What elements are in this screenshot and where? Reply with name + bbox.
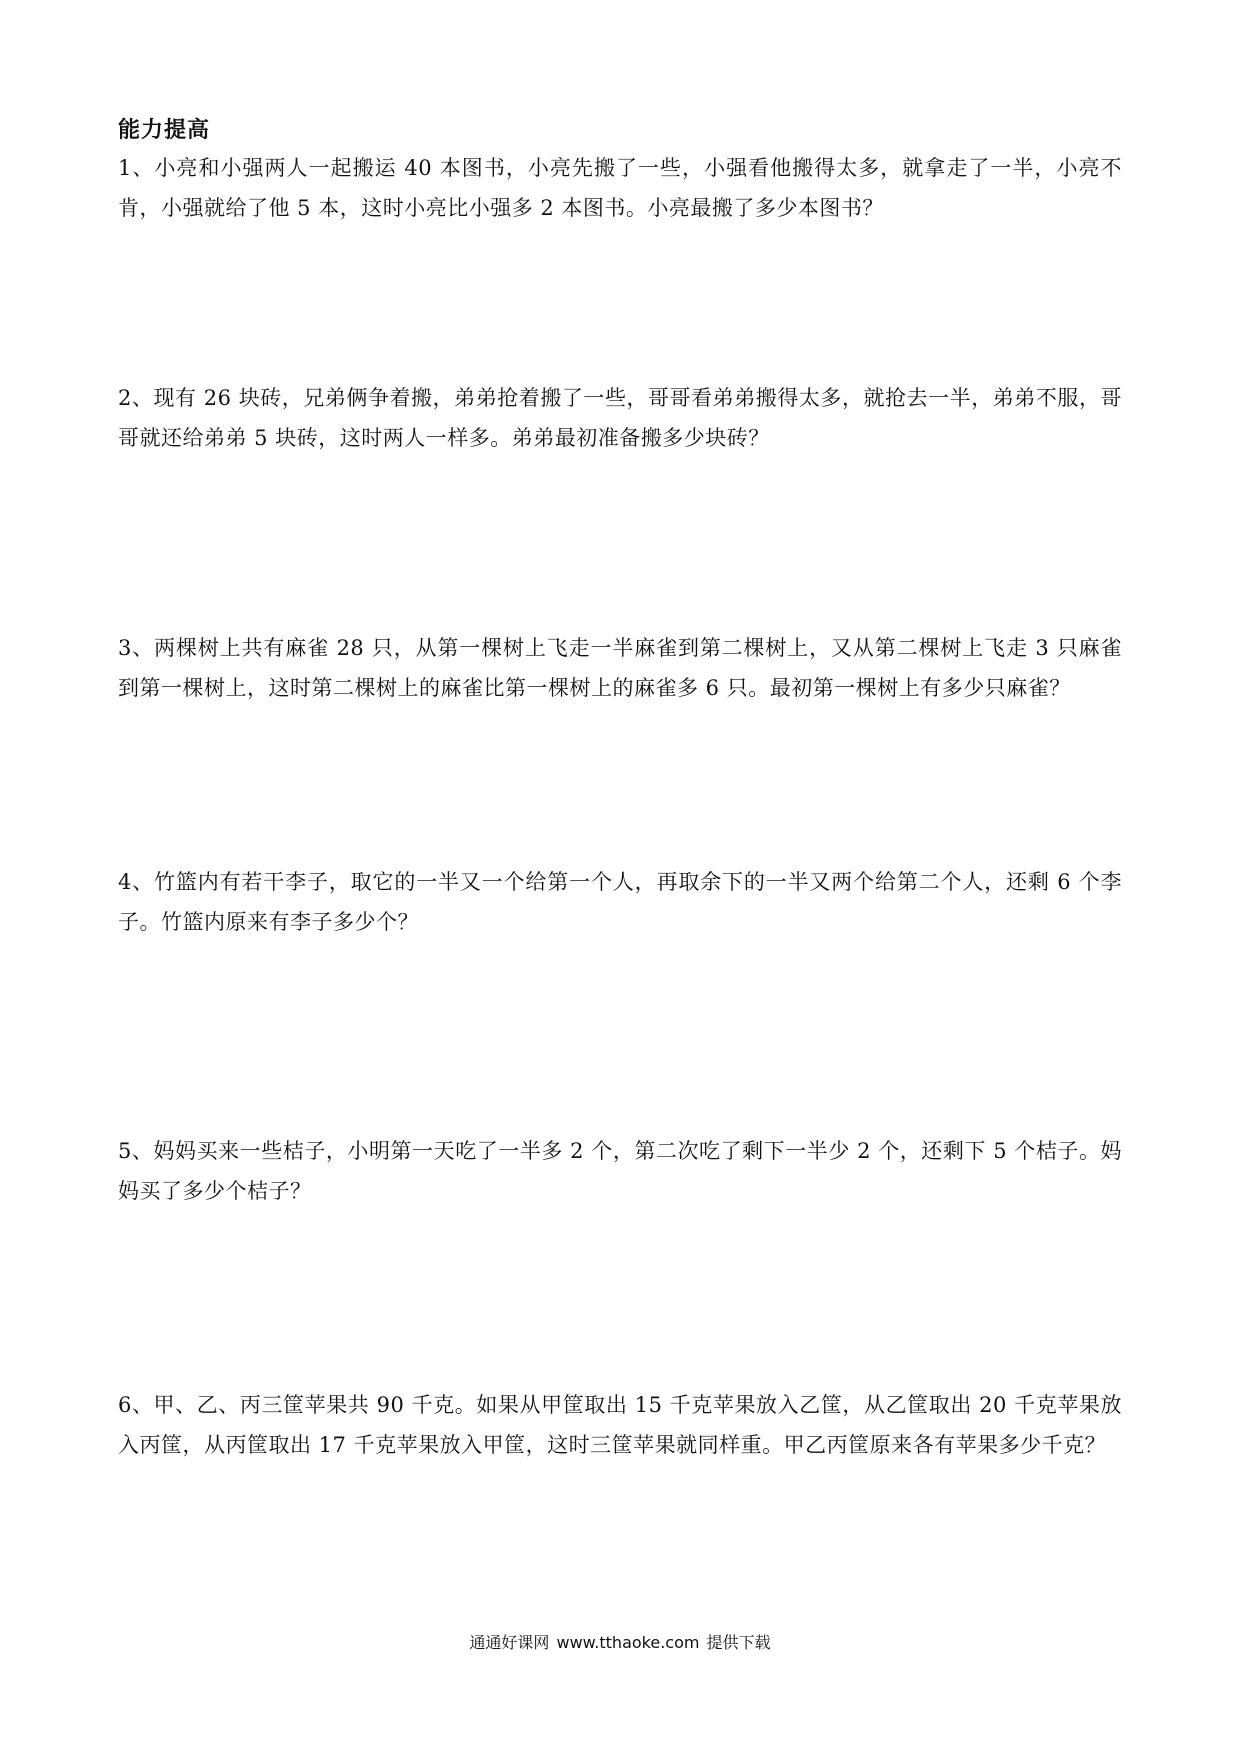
problem-6: 6、甲、乙、丙三筐苹果共 90 千克。如果从甲筐取出 15 千克苹果放入乙筐，从乙筐取出 20 千克苹果放入丙筐，从丙筐取出 17 千克苹果放入甲筐，这时三筐苹果就同样重。甲乙丙筐原来各有苹果多少千克？ — [118, 1393, 1122, 1457]
problem-5: 5、妈妈买来一些桔子，小明第一天吃了一半多 2 个，第二次吃了剩下一半少 2 个，还剩下 5 个桔子。妈妈买了多少个桔子？ — [118, 1139, 1122, 1203]
problem-2: 2、现有 26 块砖，兄弟俩争着搬，弟弟抢着搬了一些，哥哥看弟弟搬得太多，就抢去一半，弟弟不服，哥哥就还给弟弟 5 块砖，这时两人一样多。弟弟最初准备搬多少块砖？ — [118, 386, 1122, 450]
page-footer: 通通好课网 www.tthaoke.com 提供下载 — [469, 1633, 771, 1652]
section-title: 能力提高 — [118, 118, 211, 143]
problem-1: 1、小亮和小强两人一起搬运 40 本图书，小亮先搬了一些，小强看他搬得太多，就拿走了一半，小亮不肯，小强就给了他 5 本，这时小亮比小强多 2 本图书。小亮最搬了多少本图书？ — [118, 156, 1122, 220]
problem-3: 3、两棵树上共有麻雀 28 只，从第一棵树上飞走一半麻雀到第二棵树上，又从第二棵树上飞走 3 只麻雀到第一棵树上，这时第二棵树上的麻雀比第一棵树上的麻雀多 6 只。最初第一棵树上有多少只麻雀？ — [118, 636, 1122, 700]
problem-4: 4、竹篮内有若干李子，取它的一半又一个给第一个人，再取余下的一半又两个给第二个人，还剩 6 个李子。竹篮内原来有李子多少个？ — [118, 870, 1122, 934]
